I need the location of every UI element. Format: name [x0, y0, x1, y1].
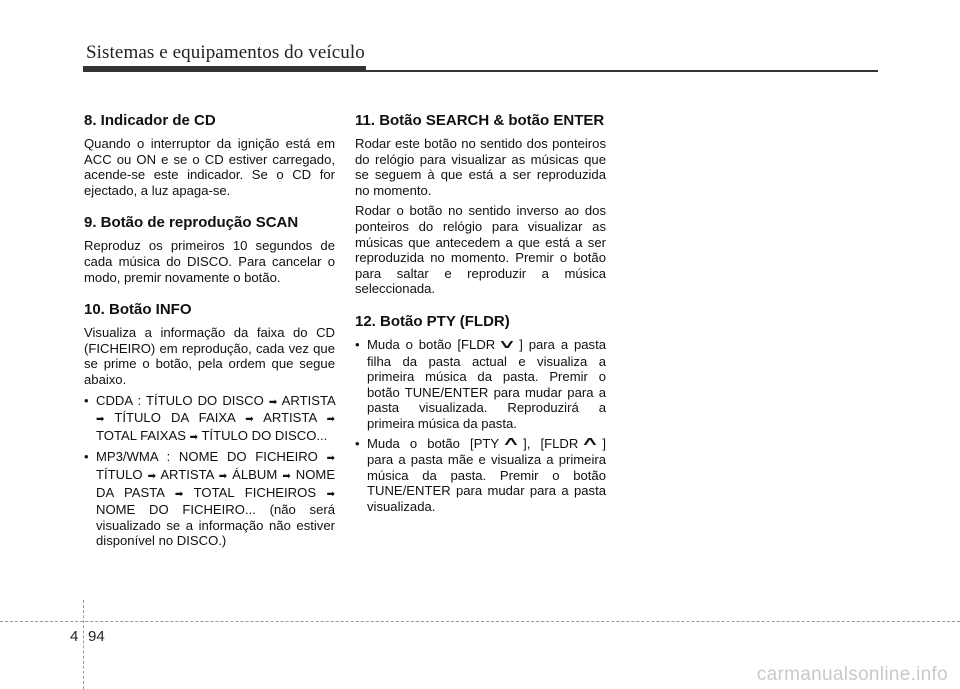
section-9-heading: 9. Botão de reprodução SCAN [84, 214, 299, 232]
right-arrow-icon: ➡ [326, 488, 336, 500]
section-10-body: Visualiza a informação da faixa do CD (FICHEIRO) em reprodução, cada vez que se prime o botão, pela ordem que segue abaixo. [84, 325, 335, 387]
chevron-up-icon: ∧ [501, 433, 521, 448]
section-12-heading: 12. Botão PTY (FLDR) [355, 312, 510, 330]
right-arrow-icon: ➡ [218, 470, 228, 482]
section-11-heading: 11. Botão SEARCH & botão ENTER [355, 112, 605, 129]
chevron-up-icon: ∧ [580, 433, 601, 448]
chevron-down-icon: ∨ [497, 336, 517, 351]
right-arrow-icon: ➡ [326, 453, 335, 465]
section-11-body-2: Rodar o botão no sentido inverso ao dos ponteiros do relógio para visualizar as músicas que antecedem a que está a ser reproduzida no momento. Premir o botão para saltar e reproduzir a música seleccionada. [355, 203, 606, 297]
footer-vertical-rule [83, 600, 84, 689]
list-item-pty-fldr-up: • Muda o botão [PTY ∧ ], [FLDR ∧ ] para a pasta mãe e visualiza a primeira música da pasta. Premir o botão TUNE/ENTER para mudar para a pasta visualizada. [355, 436, 606, 515]
right-arrow-icon: ➡ [268, 396, 278, 408]
section-10-heading: 10. Botão INFO [84, 301, 192, 319]
bullet-icon: • [84, 392, 89, 408]
right-arrow-icon: ➡ [147, 470, 156, 482]
right-arrow-icon: ➡ [174, 488, 184, 500]
list-item-mp3-wma: • MP3/WMA : NOME DO FICHEIRO ➡ TÍTULO ➡ ARTISTA ➡ ÁLBUM ➡ NOME DA PASTA ➡ TOTAL FICHEIROS ➡ NOME DO FICHEIRO... (não será visualizado se a informação não estiver disponível no DISCO.) [84, 449, 336, 549]
bullet-icon: • [355, 336, 360, 352]
right-arrow-icon: ➡ [282, 470, 291, 482]
bullet-icon: • [355, 435, 360, 451]
right-arrow-icon: ➡ [245, 414, 254, 426]
header-rule-thin [83, 70, 878, 72]
section-9-body: Reproduz os primeiros 10 segundos de cada música do DISCO. Para cancelar o modo, premir novamente o botão. [84, 238, 335, 285]
pty-fldr-list [355, 337, 606, 515]
right-arrow-icon: ➡ [189, 431, 199, 443]
page-number: 94 [88, 628, 105, 645]
section-11-body-1: Rodar este botão no sentido dos ponteiros do relógio para visualizar as músicas que se seguem à que está a ser reproduzida no momento. [355, 136, 606, 198]
info-order-list [84, 393, 335, 549]
right-arrow-icon: ➡ [96, 414, 105, 426]
chapter-number: 4 [70, 628, 79, 645]
page-header-title: Sistemas e equipamentos do veículo [86, 42, 365, 63]
left-column [84, 112, 335, 565]
bullet-icon: • [84, 449, 89, 465]
watermark: carmanualsonline.info [756, 664, 948, 685]
list-item-cdda: • CDDA : TÍTULO DO DISCO ➡ ARTISTA ➡ TÍTULO DA FAIXA ➡ ARTISTA ➡ TOTAL FAIXAS ➡ TÍTULO DO DISCO... [84, 392, 336, 443]
list-item-fldr-down: • Muda o botão [FLDR ∨ ] para a pasta filha da pasta actual e visualiza a primeira música da pasta. Premir o botão TUNE/ENTER para mudar para a pasta visualizada. Reproduzirá a primeira música da pasta. [355, 336, 606, 431]
right-column [355, 112, 606, 530]
section-8-heading: 8. Indicador de CD [84, 112, 216, 129]
footer-rule [0, 621, 960, 622]
section-8-body: Quando o interruptor da ignição está em ACC ou ON e se o CD estiver carregado, acende-se este indicador. Se o CD for ejectado, a luz apaga-se. [84, 136, 335, 198]
right-arrow-icon: ➡ [326, 414, 336, 426]
